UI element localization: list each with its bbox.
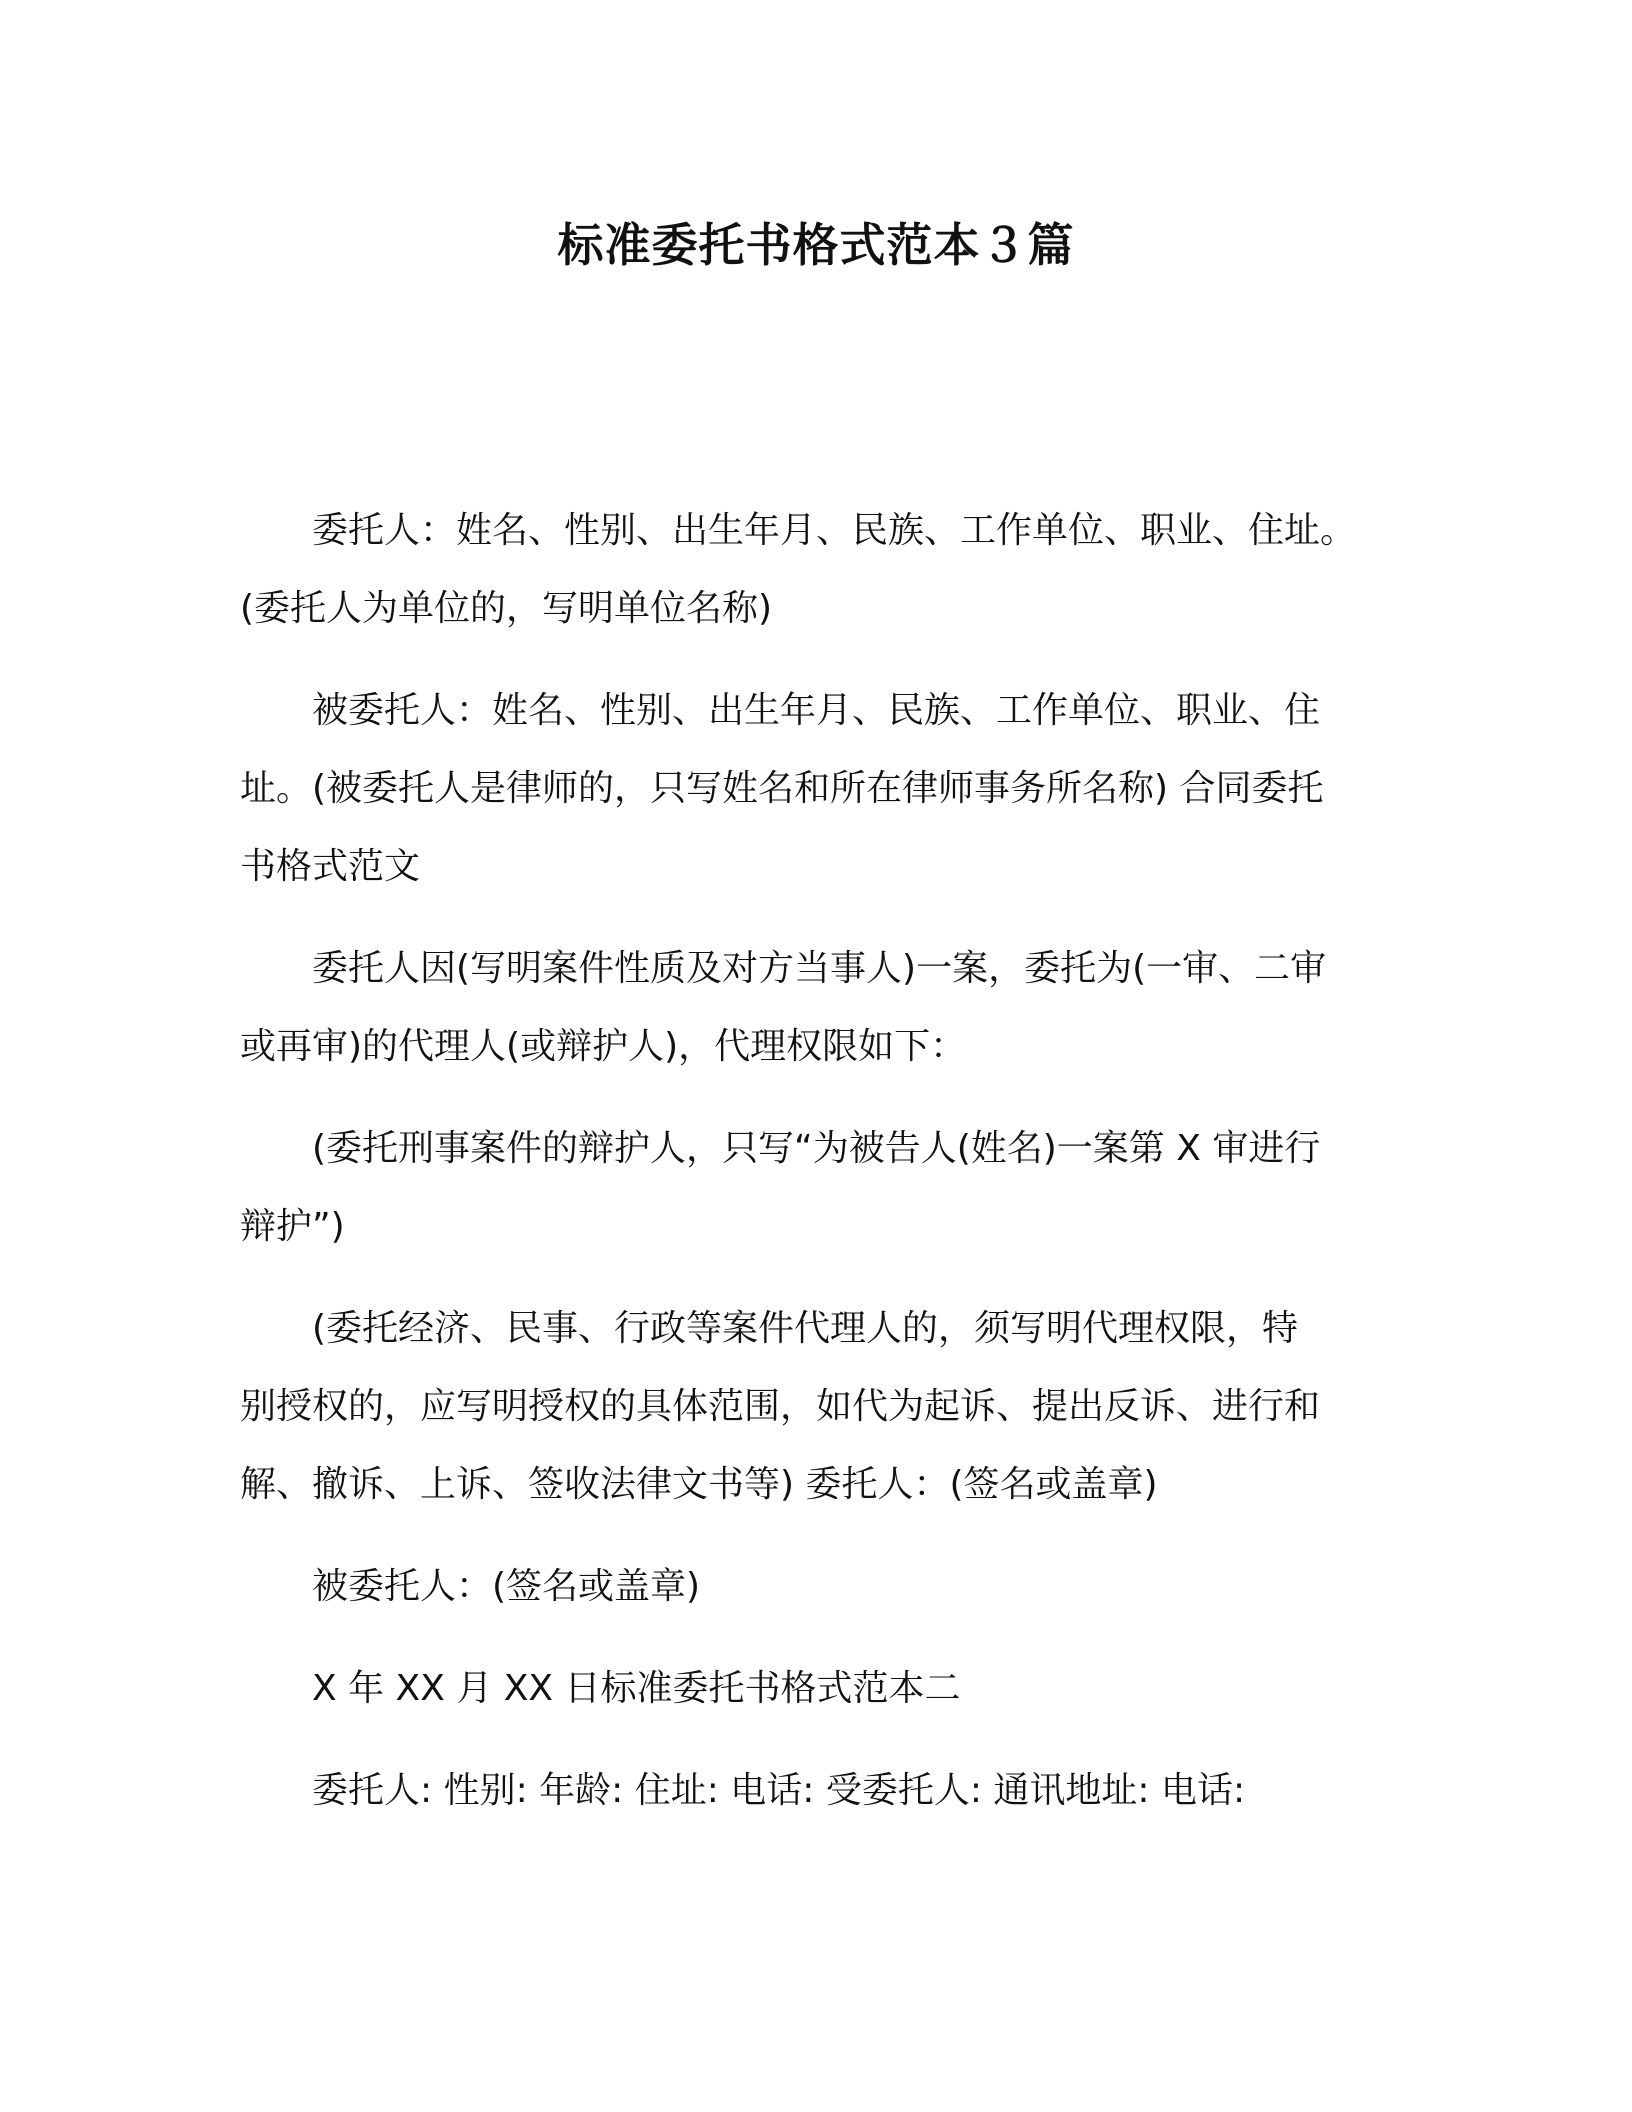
- paragraph-template-two: [240, 1752, 1392, 1830]
- document-title: 标准委托书格式范本３篇: [557, 218, 1075, 272]
- paragraph-line: (委托人为单位的，写明单位名称): [240, 588, 773, 629]
- paragraph-line: X 年 XX 月 XX 日标准委托书格式范本二: [312, 1668, 961, 1709]
- paragraph-line: (委托刑事案件的辩护人，只写“为被告人(姓名)一案第 X 审进行: [312, 1128, 1321, 1169]
- paragraph-date: [240, 1650, 1392, 1728]
- paragraph-line: 书格式范文: [240, 846, 421, 887]
- paragraph-line: 别授权的，应写明授权的具体范围，如代为起诉、提出反诉、进行和: [240, 1386, 1321, 1427]
- paragraph-case: [240, 930, 1392, 1086]
- paragraph-line: 委托人: 性别: 年龄: 住址: 电话: 受委托人: 通讯地址: 电话:: [312, 1770, 1246, 1811]
- paragraph-line: (委托经济、民事、行政等案件代理人的，须写明代理权限，特: [312, 1308, 1299, 1349]
- paragraph-line: 被委托人：(签名或盖章): [312, 1566, 701, 1607]
- paragraph-civil-agency: [240, 1290, 1392, 1524]
- paragraph-line: 委托人因(写明案件性质及对方当事人)一案，委托为(一审、二审: [312, 948, 1327, 989]
- paragraph-line: 或再审)的代理人(或辩护人)，代理权限如下：: [240, 1026, 967, 1067]
- paragraph-line: 被委托人：姓名、性别、出生年月、民族、工作单位、职业、住: [312, 690, 1321, 731]
- paragraph-line: 委托人：姓名、性别、出生年月、民族、工作单位、职业、住址。: [312, 510, 1357, 551]
- paragraph-agent: [240, 672, 1392, 906]
- paragraph-agent-signature: [240, 1548, 1392, 1626]
- paragraph-principal: [240, 492, 1392, 648]
- paragraph-line: 解、撤诉、上诉、签收法律文书等) 委托人：(签名或盖章): [240, 1464, 1158, 1505]
- paragraph-line: 址。(被委托人是律师的，只写姓名和所在律师事务所名称) 合同委托: [240, 768, 1324, 809]
- paragraph-criminal-defense: [240, 1110, 1392, 1266]
- paragraph-line: 辩护”): [240, 1206, 345, 1247]
- document-body: [240, 492, 1392, 1854]
